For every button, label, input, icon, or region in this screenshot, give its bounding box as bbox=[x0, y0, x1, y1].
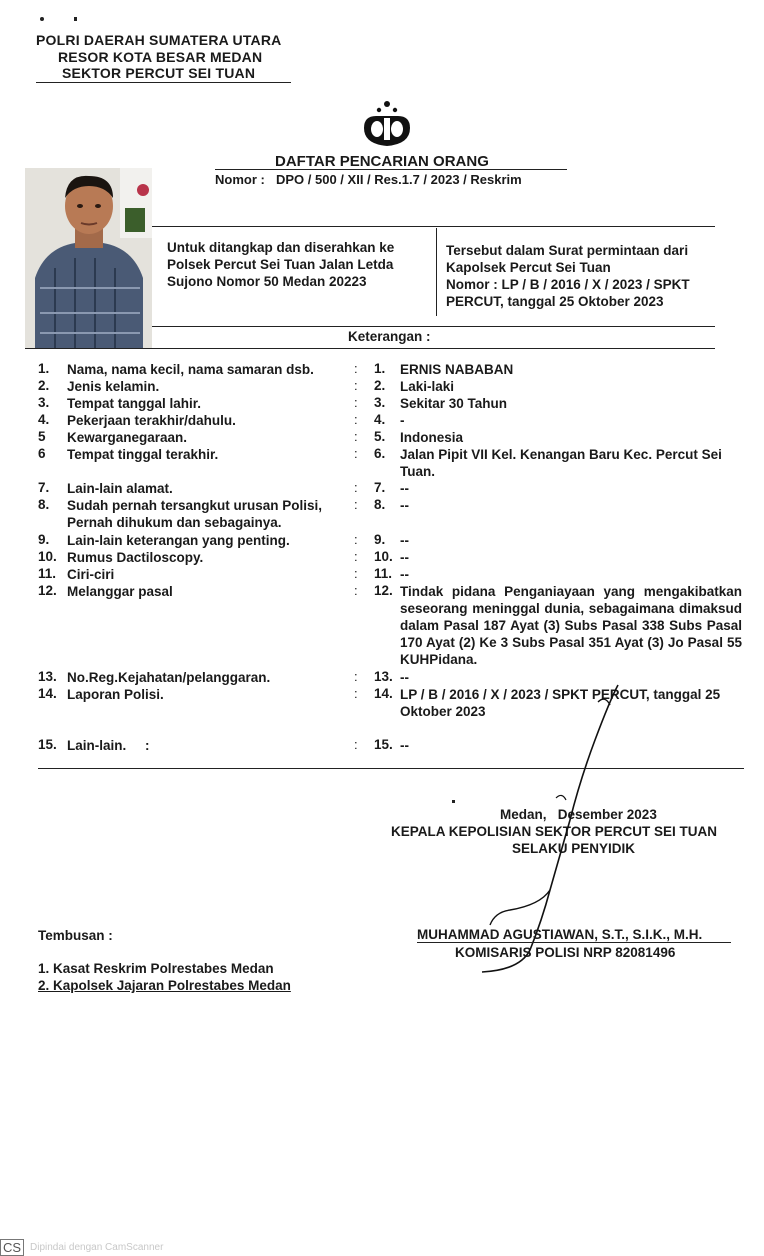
row-number: 12. bbox=[38, 583, 57, 598]
row-label: Tempat tanggal lahir. bbox=[67, 396, 202, 411]
row-value: LP / B / 2016 / X / 2023 / SPKT PERCUT, tanggal 25 Oktober 2023 bbox=[400, 687, 721, 719]
row-colon: : bbox=[354, 686, 358, 701]
row-label: Sudah pernah tersangkut urusan Polisi, Pernah dihukum dan sebagainya. bbox=[67, 498, 323, 530]
row-value: Laki-laki bbox=[400, 379, 455, 394]
right-box-line-2: Kapolsek Percut Sei Tuan bbox=[446, 260, 611, 275]
row-value: Sekitar 30 Tahun bbox=[400, 396, 508, 411]
row-colon: : bbox=[354, 412, 358, 427]
header-line-3: SEKTOR PERCUT SEI TUAN bbox=[62, 65, 256, 81]
row-colon: : bbox=[354, 446, 358, 461]
row-colon: : bbox=[354, 361, 358, 376]
row-number: 3. bbox=[38, 395, 50, 410]
keterangan-top-rule bbox=[152, 326, 715, 327]
row-colon: : bbox=[354, 737, 358, 752]
row-value: Jalan Pipit VII Kel. Kenangan Baru Kec. Percut Sei Tuan. bbox=[400, 447, 722, 479]
keterangan-label: Keterangan : bbox=[348, 329, 431, 344]
row-number: 7. bbox=[38, 480, 50, 495]
row-label: No.Reg.Kejahatan/pelanggaran. bbox=[67, 670, 271, 685]
header-underline bbox=[36, 82, 291, 83]
row-label: Jenis kelamin. bbox=[67, 379, 160, 394]
signature-role-2: SELAKU PENYIDIK bbox=[512, 841, 636, 856]
page-title: DAFTAR PENCARIAN ORANG bbox=[275, 153, 489, 170]
row-value-number: 3. bbox=[374, 395, 386, 410]
row-value-number: 6. bbox=[374, 446, 386, 461]
tembusan-item-1: 1. Kasat Reskrim Polrestabes Medan bbox=[38, 961, 274, 976]
row-colon: : bbox=[354, 669, 358, 684]
signature-place-date: Medan, Desember 2023 bbox=[500, 807, 657, 822]
signature-name: MUHAMMAD AGUSTIAWAN, S.T., S.I.K., M.H. bbox=[417, 927, 703, 942]
header-line-2: RESOR KOTA BESAR MEDAN bbox=[58, 49, 263, 65]
box-top-rule bbox=[152, 226, 715, 227]
row-colon: : bbox=[354, 497, 358, 512]
right-box-line-4: PERCUT, tanggal 25 Oktober 2023 bbox=[446, 294, 664, 309]
row-colon: : bbox=[354, 532, 358, 547]
row-value-number: 15. bbox=[374, 737, 393, 752]
row-number: 14. bbox=[38, 686, 57, 701]
row-colon: : bbox=[354, 566, 358, 581]
row-number: 15. bbox=[38, 737, 57, 752]
left-box-line-2: Polsek Percut Sei Tuan Jalan Letda bbox=[167, 257, 394, 272]
signature-name-underline bbox=[417, 942, 731, 943]
row-value: ERNIS NABABAN bbox=[400, 362, 514, 377]
row-value: -- bbox=[400, 498, 409, 513]
camscanner-badge: CS bbox=[0, 1239, 24, 1256]
keterangan-bottom-rule bbox=[25, 348, 715, 349]
row-value-number: 2. bbox=[374, 378, 386, 393]
row-number: 6 bbox=[38, 446, 46, 461]
row-value: -- bbox=[400, 481, 409, 496]
row-value-number: 8. bbox=[374, 497, 386, 512]
left-box-line-1: Untuk ditangkap dan diserahkan ke bbox=[167, 240, 395, 255]
camscanner-footer-text: Dipindai dengan CamScanner bbox=[30, 1242, 164, 1253]
row-value-number: 4. bbox=[374, 412, 386, 427]
tembusan-label: Tembusan : bbox=[38, 928, 113, 943]
row-value: -- bbox=[400, 533, 409, 548]
header-line-1: POLRI DAERAH SUMATERA UTARA bbox=[36, 32, 282, 48]
row-colon: : bbox=[354, 429, 358, 444]
row-value: Indonesia bbox=[400, 430, 464, 445]
row-value-number: 1. bbox=[374, 361, 386, 376]
row-label: Rumus Dactiloscopy. bbox=[67, 550, 204, 565]
row-value: Tindak pidana Penganiayaan yang mengakibatkan seseorang meninggal dunia, sebagaimana dimaksud dalam Pasal 187 Ayat (3) Subs Pasal 338 Subs Pasal 170 Ayat (2) Ke 3 Subs Pasal 351 Ayat (3) Jo Pasal 55 KUHPidana. bbox=[400, 584, 742, 667]
row-number: 10. bbox=[38, 549, 57, 564]
speck bbox=[452, 800, 455, 803]
row-label: Laporan Polisi. bbox=[67, 687, 164, 702]
row-number: 11. bbox=[38, 566, 57, 581]
row-number: 4. bbox=[38, 412, 50, 427]
row-value-number: 7. bbox=[374, 480, 386, 495]
title-underline bbox=[215, 169, 567, 170]
row-value: -- bbox=[400, 567, 409, 582]
row-colon: : bbox=[354, 378, 358, 393]
nomor-value: DPO / 500 / XII / Res.1.7 / 2023 / Reskrim bbox=[276, 172, 522, 187]
row-value: - bbox=[400, 413, 405, 428]
row-label: Lain-lain. : bbox=[67, 738, 150, 753]
polri-emblem-icon bbox=[358, 98, 416, 150]
signature-role-1: KEPALA KEPOLISIAN SEKTOR PERCUT SEI TUAN bbox=[391, 824, 718, 839]
row-value-number: 11. bbox=[374, 566, 393, 581]
signature-rank: KOMISARIS POLISI NRP 82081496 bbox=[455, 945, 676, 960]
row-label: Lain-lain keterangan yang penting. bbox=[67, 533, 290, 548]
speck bbox=[74, 17, 77, 21]
box-divider bbox=[436, 228, 437, 316]
row-number: 13. bbox=[38, 669, 57, 684]
row-label: Melanggar pasal bbox=[67, 584, 173, 599]
row-value-number: 5. bbox=[374, 429, 386, 444]
row-label: Tempat tinggal terakhir. bbox=[67, 447, 219, 462]
row-value: -- bbox=[400, 738, 409, 753]
row-value-number: 14. bbox=[374, 686, 393, 701]
row-value: -- bbox=[400, 670, 409, 685]
row-number: 8. bbox=[38, 497, 50, 512]
row-label: Pekerjaan terakhir/dahulu. bbox=[67, 413, 236, 428]
row-label: Nama, nama kecil, nama samaran dsb. bbox=[67, 362, 314, 377]
row-value-number: 9. bbox=[374, 532, 386, 547]
row-number: 1. bbox=[38, 361, 50, 376]
row-label: Lain-lain alamat. bbox=[67, 481, 173, 496]
row-label: Ciri-ciri bbox=[67, 567, 115, 582]
left-box-line-3: Sujono Nomor 50 Medan 20223 bbox=[167, 274, 367, 289]
row-value-number: 12. bbox=[374, 583, 393, 598]
tembusan-item-2: 2. Kapolsek Jajaran Polrestabes Medan bbox=[38, 978, 291, 993]
row-colon: : bbox=[354, 549, 358, 564]
row-label: Kewarganegaraan. bbox=[67, 430, 188, 445]
speck bbox=[40, 17, 44, 21]
row-number: 2. bbox=[38, 378, 50, 393]
row-number: 9. bbox=[38, 532, 50, 547]
row-value: -- bbox=[400, 550, 409, 565]
row-colon: : bbox=[354, 480, 358, 495]
nomor-label: Nomor : bbox=[215, 172, 265, 187]
person-photo bbox=[25, 168, 152, 348]
right-box-line-3: Nomor : LP / B / 2016 / X / 2023 / SPKT bbox=[446, 277, 690, 292]
row-value-number: 13. bbox=[374, 669, 393, 684]
right-box-line-1: Tersebut dalam Surat permintaan dari bbox=[446, 243, 689, 258]
row-colon: : bbox=[354, 395, 358, 410]
row-value-number: 10. bbox=[374, 549, 393, 564]
row-number: 5 bbox=[38, 429, 46, 444]
row-colon: : bbox=[354, 583, 358, 598]
